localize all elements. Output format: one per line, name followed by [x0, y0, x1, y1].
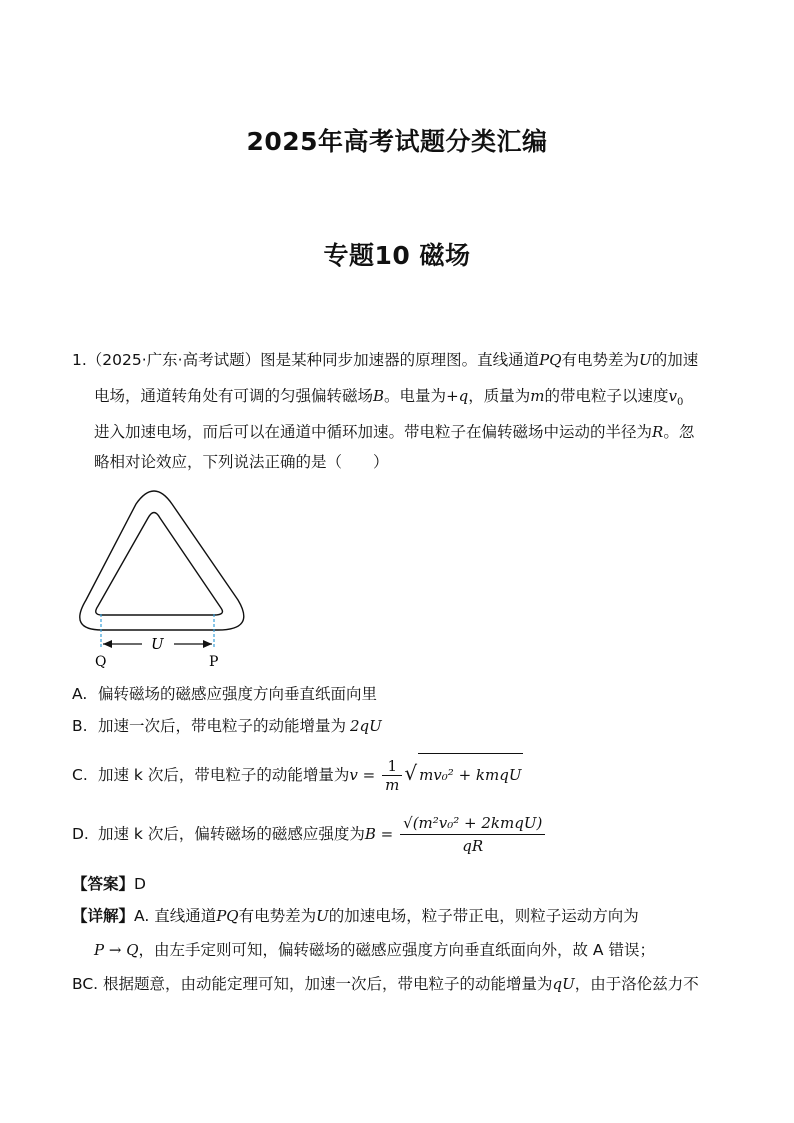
option-label: C.	[72, 766, 88, 784]
explanation-line-2	[94, 940, 655, 960]
option-formula: 2qU	[350, 717, 382, 735]
arrowhead-left	[103, 640, 112, 648]
math-formula: P → Q	[94, 941, 139, 959]
radical-sign: √	[404, 761, 418, 785]
math-symbol: B	[373, 387, 385, 405]
answer-label: 【答案】	[72, 875, 135, 893]
topic-title: 专题10 磁场	[323, 241, 471, 270]
math-symbol: v	[668, 387, 677, 405]
math-symbol: U	[639, 351, 652, 369]
q-text: 的带电粒子以速度	[544, 387, 669, 405]
inner-channel	[96, 513, 223, 616]
option-text: 加速 k 次后，带电粒子的动能增量为	[98, 766, 350, 784]
fraction-denominator: qR	[400, 834, 545, 857]
q-text: 进入加速电场，而后可以在通道中循环加速。带电粒子在偏转磁场中运动的半径为	[94, 423, 653, 441]
q-text: 的加速	[651, 351, 699, 369]
q-text: 。电量为	[384, 387, 447, 405]
math-symbol: +q	[446, 387, 469, 405]
radicand: mv₀² + kmqU	[418, 753, 523, 796]
exp-text: BC. 根据题意，由动能定理可知，加速一次后，带电粒子的动能增量为	[72, 975, 553, 993]
accelerator-diagram	[72, 482, 252, 672]
outer-channel	[80, 491, 244, 630]
option-formula-lhs: B =	[364, 825, 394, 843]
option-text: 加速一次后，带电粒子的动能增量为	[98, 717, 347, 735]
question-source: （2025·广东·高考试题）	[86, 351, 261, 369]
document-title: 2025年高考试题分类汇编	[246, 127, 548, 156]
option-label: A.	[72, 685, 88, 703]
q-text: 电场，通道转角处有可调的匀强偏转磁场	[94, 387, 374, 405]
arrowhead-right	[203, 640, 212, 648]
option-b	[72, 716, 382, 736]
option-text: 偏转磁场的磁感应强度方向垂直纸面向里	[98, 685, 378, 703]
option-c	[72, 752, 523, 796]
question-line-4: 略相对论效应，下列说法正确的是（ ）	[94, 453, 389, 471]
exp-text: 的加速电场，粒子带正电，则粒子运动方向为	[328, 907, 639, 925]
label-Q: Q	[95, 654, 107, 670]
option-d	[72, 808, 547, 860]
question-line-2	[94, 386, 683, 413]
q-text: 。忽	[663, 423, 695, 441]
option-a	[72, 684, 377, 704]
option-formula-lhs: v =	[349, 766, 376, 784]
math-symbol: U	[316, 907, 329, 925]
fraction-denominator: m	[382, 775, 402, 794]
q-text: 图是某种同步加速器的原理图。直线通道	[260, 351, 540, 369]
fraction	[382, 757, 402, 794]
explanation-label: 【详解】	[72, 907, 135, 925]
exp-text: ，由于洛伦兹力不	[574, 975, 699, 993]
exp-text: A. 直线通道	[134, 907, 217, 925]
question-line-3	[94, 422, 694, 442]
math-symbol: PQ	[216, 907, 239, 925]
q-text: ，质量为	[468, 387, 531, 405]
question-number: 1.	[72, 351, 87, 369]
math-subscript: 0	[676, 397, 684, 409]
exp-text: 有电势差为	[238, 907, 317, 925]
math-symbol: R	[652, 423, 664, 441]
fraction-numerator: √(m²v₀² + 2kmqU)	[403, 814, 543, 832]
fraction-numerator: 1	[387, 757, 397, 775]
math-formula: qU	[552, 975, 575, 993]
answer-line	[72, 874, 146, 894]
math-symbol: m	[530, 387, 545, 405]
question-line-1	[72, 350, 698, 370]
option-text: 加速 k 次后，偏转磁场的磁感应强度为	[98, 825, 365, 843]
answer-value: D	[134, 875, 146, 893]
explanation-line-1	[72, 906, 639, 926]
fraction	[400, 812, 545, 857]
label-P: P	[209, 654, 219, 670]
option-label: D.	[72, 825, 89, 843]
explanation-line-3	[72, 974, 699, 994]
q-text: 有电势差为	[561, 351, 640, 369]
option-label: B.	[72, 717, 88, 735]
label-U: U	[151, 635, 164, 653]
math-symbol: PQ	[539, 351, 562, 369]
exp-text: ，由左手定则可知，偏转磁场的磁感应强度方向垂直纸面向外，故 A 错误；	[138, 941, 655, 959]
